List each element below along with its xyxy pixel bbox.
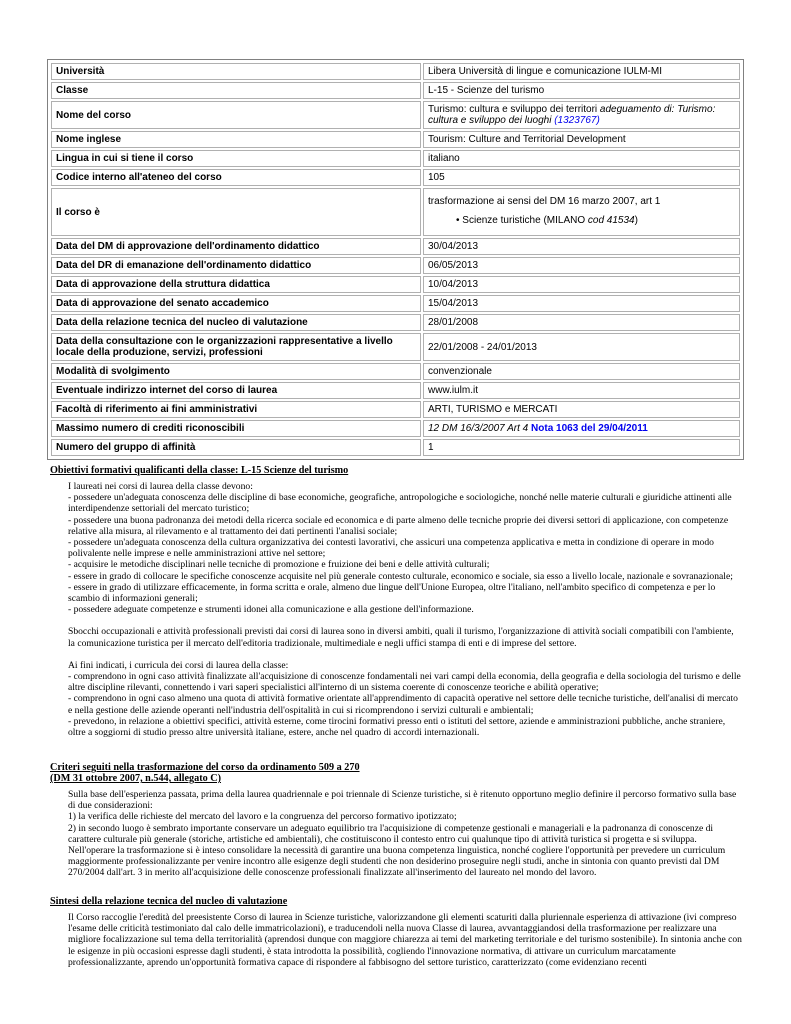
paragraph-line: Sulla base dell'esperienza passata, prima della laurea quadriennale e poi triennale di Scienze turistiche, si è ritenuto opportuno meglio definire il percorso formativo sulla base di due considerazioni: [68,789,737,812]
paragraph-line: - essere in grado di collocare le specifiche conoscenze acquisite nel più generale contesto culturale, economico e sociale, sia esso a livello locale, nazionale e sovranazionale; [68,570,733,582]
table-row [51,382,740,399]
row-key: Data della relazione tecnica del nucleo di valutazione [51,314,421,331]
row-key: Nome del corso [51,101,421,129]
table-row [51,439,740,456]
table-row [51,101,740,129]
row-value [423,101,740,129]
paragraph-line: - possedere un'adeguata conoscenza della cultura organizzativa dei contesti lavorativi, che assicuri una competenza applicativa e metta in condizione di operare in modo polivalente nelle imprese e nelle amministrazioni attive nel settore; [68,537,714,560]
paragraph-line: I laureati nei corsi di laurea della classe devono: [68,481,253,492]
row-key: Data di approvazione del senato accademico [51,295,421,312]
row-key: Data della consultazione con le organizzazioni rappresentative a livello locale della produzione, servizi, professioni [51,333,421,361]
row-value [423,188,740,236]
paragraph-line: 2) in secondo luogo è sembrato importante conservare un adeguato equilibrio tra l'acquisizione di competenze gestionali e manageriali e la padronanza di conoscenze di carattere culturale più generale (storiche, artistiche ed ambientali), che costituiscono il contesto entro cui qualunque tipo di attività turistica si progetta e si sviluppa. [68,822,714,845]
list-item [456,215,735,226]
table-row [51,63,740,80]
row-value: convenzionale [423,363,740,380]
paragraph-line: Ai fini indicati, i curricula dei corsi di laurea della classe: [68,659,289,671]
row-value: 1 [423,439,740,456]
paragraph-line: - possedere un'adeguata conoscenza delle discipline di base economiche, geografiche, antropologiche e sociologiche, nonché nelle materie culturali e giuridiche attinenti alle interdipendenze settoriali del mercato turistico; [68,492,732,515]
table-row [51,295,740,312]
row-key: Modalità di svolgimento [51,363,421,380]
row-value: 105 [423,169,740,186]
paragraph-line: - essere in grado di utilizzare efficacemente, in forma scritta e orale, almeno due lingue dell'Unione Europea, oltre l'italiano, nell'ambito specifico di competenza e per lo scambio di informazioni generali; [68,581,716,605]
row-key: Data del DM di approvazione dell'ordinamento didattico [51,238,421,255]
paragraph: Il Corso raccoglie l'eredità del preesistente Corso di laurea in Scienze turistiche, valorizzandone gli elementi scaturiti dalla pluriennale esperienza di attivazione (ivi compreso l'esame delle criticità testimoniato dal calo delle immatricolazioni), e traducendoli nella nuova Classe di laurea, avvantaggiandosi della trasformazione per realizzare una migliore focalizzazione sul tema della territorialità (aprendosi dunque con maggiore chiarezza ai temi del marketing territoriale e del turismo sostenibile). In sintonia anche con le esigenze in più occasioni espresse dagli studenti, è stata introdotta la possibilità, cogliendo l'innovazione normativa, di attivare un curriculum marcatamente professionalizzante, aprendo un'opportunità formativa capace di rispondere al fabbisogno del settore turistico, caratterizzato (come evidenziano recenti [68,912,742,968]
section-body [68,481,742,738]
paragraph-line: - possedere adeguate competenze e strumenti idonei alla comunicazione e alla gestione dell'informazione. [68,604,474,616]
row-value: Tourism: Culture and Territorial Development [423,131,740,148]
sintesi-section [50,896,742,968]
course-code-link[interactable]: (1323767) [554,115,600,126]
paragraph-line: Nell'operare la trasformazione si è inteso consolidare la necessità di garantire una buona competenza linguistica, nonché cogliere l'opportunità per prevedere un curriculum maggiormente professionalizzante per venire incontro alle esigenze degli studenti che non desiderino proseguire negli studi, anche in sintonia con quanto previsti dal DM 270/2004 dall'art. 3 in merito all'acquisizione delle conoscenze professionali finalizzate all'inserimento del laureato nel mondo del lavoro. [68,845,726,879]
row-value: 10/04/2013 [423,276,740,293]
row-value [423,420,740,437]
section-title: Criteri seguiti nella trasformazione del corso da ordinamento 509 a 270 [50,762,360,773]
table-row [51,131,740,148]
table-row [51,150,740,167]
bullet-icon: • [456,215,460,226]
table-row [51,169,740,186]
row-key: Numero del gruppo di affinità [51,439,421,456]
row-value: italiano [423,150,740,167]
row-value: 28/01/2008 [423,314,740,331]
row-key: Massimo numero di crediti riconoscibili [51,420,421,437]
previous-course-close: ) [634,215,638,226]
section-subtitle: (DM 31 ottobre 2007, n.544, allegato C) [50,773,221,784]
paragraph-line: - comprendono in ogni caso attività finalizzate all'acquisizione di conoscenze fondamentali nei vari campi della economia, della geografia e della sociologia del turismo e delle altre discipline rilevanti, connettendo i vari saperi specialistici all'interno di un sistema coerente di conoscenze teoriche e abilità operative; [68,671,741,694]
course-info-table [49,61,742,458]
table-row [51,314,740,331]
section-body [68,789,742,879]
paragraph-line: - comprendono in ogni caso almeno una quota di attività formative orientate all'apprendimento di capacità operative nel settore delle tecniche turistiche, dell'analisi di mercato e nella gestione delle aziende operanti nell'industria dell'ospitalità in cui si ricomprendono i servizi culturali e ambientali; [68,693,738,716]
row-value: 15/04/2013 [423,295,740,312]
table-row [51,333,740,361]
table-row [51,363,740,380]
section-title: Sintesi della relazione tecnica del nucleo di valutazione [50,896,288,907]
section-body [68,912,742,968]
paragraph-line: - acquisire le metodiche disciplinari nelle tecniche di promozione e fruizione dei beni e delle attività culturali; [68,559,490,571]
row-key: Data di approvazione della struttura didattica [51,276,421,293]
transformation-text: trasformazione ai sensi del DM 16 marzo 2007, art 1 [428,196,661,207]
row-key: Classe [51,82,421,99]
row-key: Codice interno all'ateneo del corso [51,169,421,186]
row-value: 30/04/2013 [423,238,740,255]
row-key: Università [51,63,421,80]
table-row [51,420,740,437]
table-row [51,276,740,293]
table-row [51,188,740,236]
row-value: 06/05/2013 [423,257,740,274]
paragraph-line: - prevedono, in relazione a obiettivi specifici, attività esterne, come tirocini formativi presso enti o istituti del settore, aziende e amministrazioni pubbliche, anche straniere, oltre a soggiorni di studio presso altre università italiane, estere, anche nel quadro di accordi internazionali. [68,715,726,739]
row-value: L-15 - Scienze del turismo [423,82,740,99]
paragraph: Sbocchi occupazionali e attività professionali previsti dai corsi di laurea sono in diversi ambiti, quali il turismo, l'organizzazione di attività sociali compatibili con l'ambiente, la comunicazione turistica per il mercato dell'editoria tradizionale, multimediale e negli uffici stampa di enti e di imprese del settore. [68,626,734,649]
row-key: Lingua in cui si tiene il corso [51,150,421,167]
nota-link[interactable]: Nota 1063 del 29/04/2011 [531,423,648,434]
row-value: Libera Università di lingue e comunicazione IULM-MI [423,63,740,80]
table-row [51,401,740,418]
section-title: Obiettivi formativi qualificanti della classe: L-15 Scienze del turismo [50,465,349,476]
obiettivi-section [50,465,742,738]
credits-text: 12 DM 16/3/2007 Art 4 [428,423,529,434]
row-key: Facoltà di riferimento ai fini amministrativi [51,401,421,418]
row-key: Eventuale indirizzo internet del corso di laurea [51,382,421,399]
row-value: www.iulm.it [423,382,740,399]
paragraph-line: - possedere una buona padronanza dei metodi della ricerca sociale ed economica e di parte almeno delle tecniche proprie dei diversi settori di applicazione, con competenze relative alla misura, al rilevamento e al trattamento dei dati pertinenti l'analisi sociale; [68,514,729,537]
row-key: Il corso è [51,188,421,236]
paragraph-line: 1) la verifica delle richieste del mercato del lavoro e la congruenza del percorso formativo ipotizzato; [68,811,457,823]
criteri-section [50,762,742,879]
table-row [51,82,740,99]
row-key: Nome inglese [51,131,421,148]
previous-course: Scienze turistiche (MILANO [462,215,586,226]
table-row [51,238,740,255]
previous-course-code: cod 41534 [587,215,635,226]
course-info-table-frame [47,59,744,460]
row-key: Data del DR di emanazione dell'ordinamento didattico [51,257,421,274]
adeguamento-note: adeguamento di: Turismo: cultura e sviluppo dei luoghi [428,104,716,126]
row-value: ARTI, TURISMO e MERCATI [423,401,740,418]
table-row [51,257,740,274]
row-value: 22/01/2008 - 24/01/2013 [423,333,740,361]
course-name: Turismo: cultura e sviluppo dei territori [428,104,598,115]
